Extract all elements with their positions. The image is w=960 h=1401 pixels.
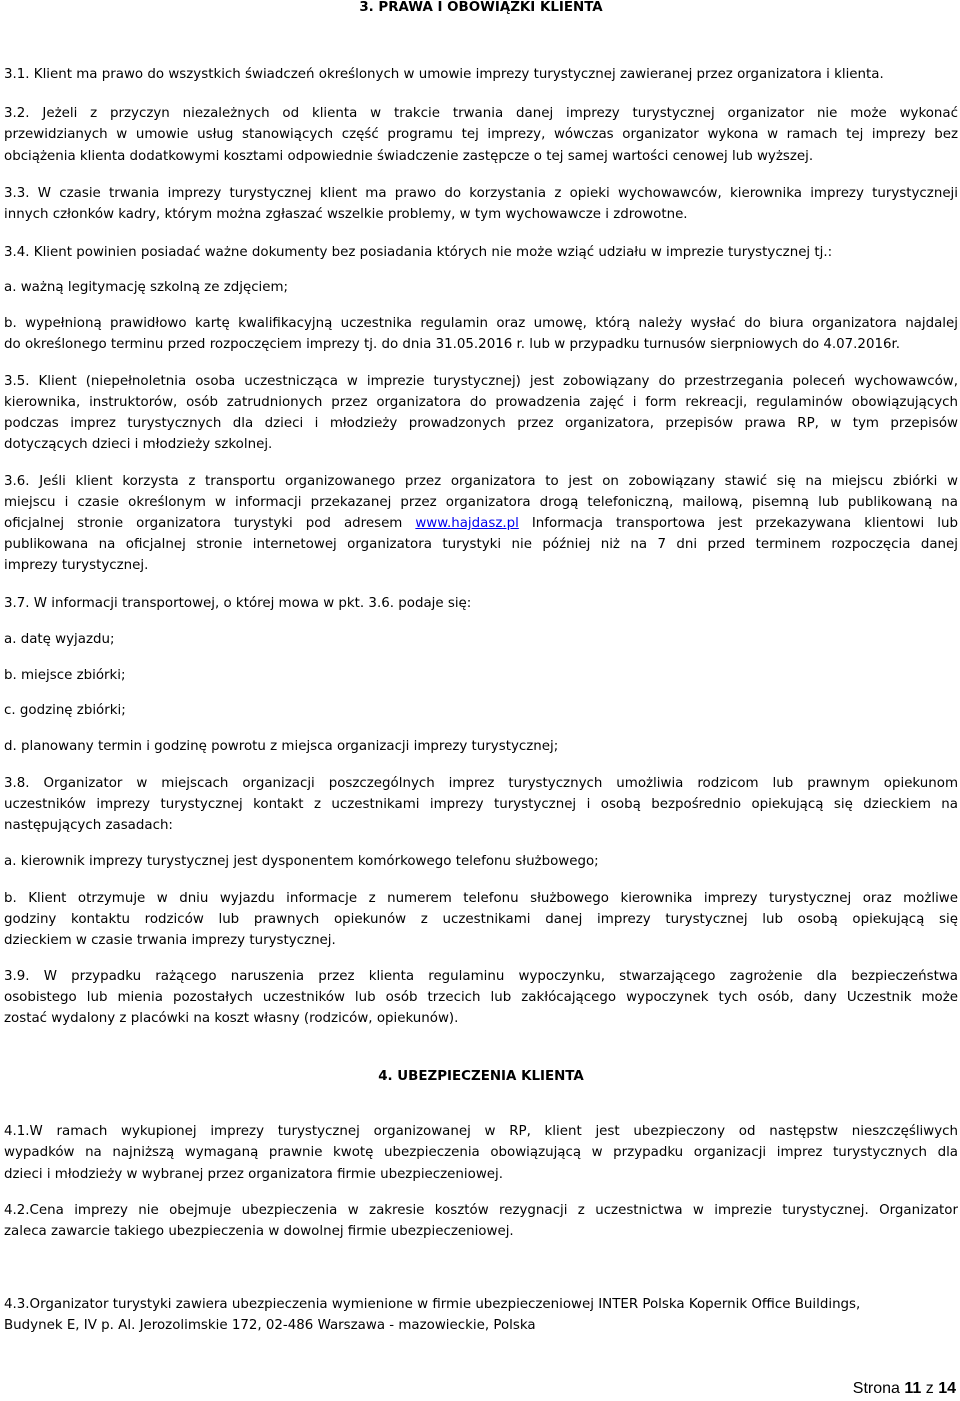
page-number-footer xyxy=(853,1379,956,1399)
text-line: c. godzinę zbiórki; xyxy=(4,703,126,718)
text-line: a. datę wyjazdu; xyxy=(4,632,115,647)
text-line-with-link xyxy=(4,515,958,533)
text-line: osobistego lub mienia pozostałych uczestników lub osób trzecich lub zakłócającego wypoczynek tych osób, dany Uczestnik może xyxy=(4,990,958,1005)
section-4-heading: 4. UBEZPIECZENIA KLIENTA xyxy=(378,1069,584,1084)
text-line: obciążenia klienta dodatkowymi kosztami odpowiednie świadczenie zastępcze o tej samej wartości cenowej lub wyższej. xyxy=(4,149,814,164)
page-label: Strona xyxy=(852,1380,905,1397)
text-line: 3.9. W przypadku rażącego naruszenia przez klienta regulaminu wypoczynku, stwarzającego zagrożenie dla bezpieczeństwa xyxy=(4,969,958,984)
text-line: dzieckiem w czasie trwania imprezy turystycznej. xyxy=(4,933,336,948)
text-line: dzieci i młodzieży w wybranej przez organizatora firmie ubezpieczeniowej. xyxy=(4,1167,503,1182)
text-line: Budynek E, IV p. Al. Jerozolimskie 172, 02-486 Warszawa - mazowieckie, Polska xyxy=(4,1318,536,1333)
text-line: przewidzianych w umowie usług stanowiących część programu tej imprezy, wówczas organizator wykona w ramach tej imprezy bez xyxy=(4,127,958,142)
text-line: wypadków na najniższą wymaganą prawnie kwotę ubezpieczenia obowiązującą w przypadku organizacji imprez turystycznych dla xyxy=(4,1145,958,1160)
text-line: dotyczących dzieci i młodzieży szkolnej. xyxy=(4,437,273,452)
text-line: 3.2. Jeżeli z przyczyn niezależnych od klienta w trakcie trwania danej imprezy turystycznej organizator nie może wykonać xyxy=(4,106,958,121)
text-line: kierownika, instruktorów, osób zatrudnionych przez organizatora do prowadzenia zajęć i form rekreacji, regulaminów obowiązujących xyxy=(4,395,958,410)
text-line: a. ważną legitymację szkolną ze zdjęciem; xyxy=(4,280,289,295)
text-line: d. planowany termin i godzinę powrotu z miejsca organizacji imprezy turystycznej; xyxy=(4,739,559,754)
text-segment: oficjalnej stronie organizatora turystyki pod adresem xyxy=(4,516,416,531)
text-line: a. kierownik imprezy turystycznej jest dysponentem komórkowego telefonu służbowego; xyxy=(4,854,599,869)
text-line: godziny kontaktu rodziców lub prawnych opiekunów z uczestnikami danej imprezy turystycznej lub osobą opiekującą się xyxy=(4,912,958,927)
page-separator: z xyxy=(921,1380,939,1397)
text-line: imprezy turystycznej. xyxy=(4,558,149,573)
current-page: 11 xyxy=(904,1380,922,1397)
text-line: b. miejsce zbiórki; xyxy=(4,668,126,683)
text-line: podczas imprez turystycznych dla dzieci i młodzieży prowadzonych przez organizatora, przepisów prawa RP, w tym przepisów xyxy=(4,416,958,431)
text-line: 3.6. Jeśli klient korzysta z transportu organizowanego przez organizatora to jest on zobowiązany stawić się na miejscu zbiórki w xyxy=(4,474,958,489)
total-pages: 14 xyxy=(938,1380,956,1397)
text-line: 3.5. Klient (niepełnoletnia osoba uczestnicząca w imprezie turystycznej) jest zobowiązany do przestrzegania poleceń wychowawców, xyxy=(4,374,958,389)
text-line: miejscu i czasie określonym w informacji przekazanej przez organizatora drogą telefoniczną, mailową, pisemną lub publikowaną na xyxy=(4,495,958,510)
text-line: 4.1.W ramach wykupionej imprezy turystycznej organizowanej w RP, klient jest ubezpieczony od następstw nieszczęśliwych xyxy=(4,1124,958,1139)
text-line: innych członków kadry, którym można zgłaszać wszelkie problemy, w tym wychowawcze i zdrowotne. xyxy=(4,207,688,222)
text-line: 3.3. W czasie trwania imprezy turystycznej klient ma prawo do korzystania z opieki wychowawców, kierownika imprezy turystyczneji xyxy=(4,186,958,201)
text-line: do określonego terminu przed rozpoczęciem imprezy tj. do dnia 31.05.2016 r. lub w przypadku turnusów sierpniowych do 4.07.2016r. xyxy=(4,337,901,352)
text-line: uczestników imprezy turystycznej kontakt z uczestnikami imprezy turystycznej i osobą bezpośrednio opiekującą się dzieckiem na xyxy=(4,797,958,812)
text-line: 3.1. Klient ma prawo do wszystkich świadczeń określonych w umowie imprezy turystycznej zawieranej przez organizatora i klienta. xyxy=(4,67,884,82)
website-link[interactable]: www.hajdasz.pl xyxy=(415,516,519,531)
text-line: 3.4. Klient powinien posiadać ważne dokumenty bez posiadania których nie może wziąć udziału w imprezie turystycznej tj.: xyxy=(4,245,833,260)
text-line: publikowana na oficjalnej stronie internetowej organizatora turystyki nie później niż na 7 dni przed terminem rozpoczęcia danej xyxy=(4,537,958,552)
text-line: b. Klient otrzymuje w dniu wyjazdu informacje z numerem telefonu służbowego kierownika imprezy turystycznej oraz możliwe xyxy=(4,891,958,906)
text-segment: Informacja transportowa jest przekazywana klientowi lub xyxy=(518,516,958,531)
text-line: 3.7. W informacji transportowej, o której mowa w pkt. 3.6. podaje się: xyxy=(4,596,472,611)
text-line: 4.3.Organizator turystyki zawiera ubezpieczenia wymienione w firmie ubezpieczeniowej INTER Polska Kopernik Office Buildings, xyxy=(4,1297,861,1312)
text-line: b. wypełnioną prawidłowo kartę kwalifikacyjną uczestnika regulamin oraz umowę, którą należy wysłać do biura organizatora najdalej xyxy=(4,316,958,331)
text-line: zostać wydalony z placówki na koszt własny (rodziców, opiekunów). xyxy=(4,1011,459,1026)
text-line: 3.8. Organizator w miejscach organizacji poszczególnych imprez turystycznych umożliwia rodzicom lub prawnym opiekunom xyxy=(4,776,958,791)
text-line: 4.2.Cena imprezy nie obejmuje ubezpieczenia w zakresie kosztów rezygnacji z uczestnictwa w imprezie turystycznej. Organizator xyxy=(4,1203,958,1218)
text-line: zaleca zawarcie takiego ubezpieczenia w dowolnej firmie ubezpieczeniowej. xyxy=(4,1224,514,1239)
text-line: następujących zasadach: xyxy=(4,818,173,833)
section-3-heading: 3. PRAWA I OBOWIĄZKI KLIENTA xyxy=(359,0,603,15)
